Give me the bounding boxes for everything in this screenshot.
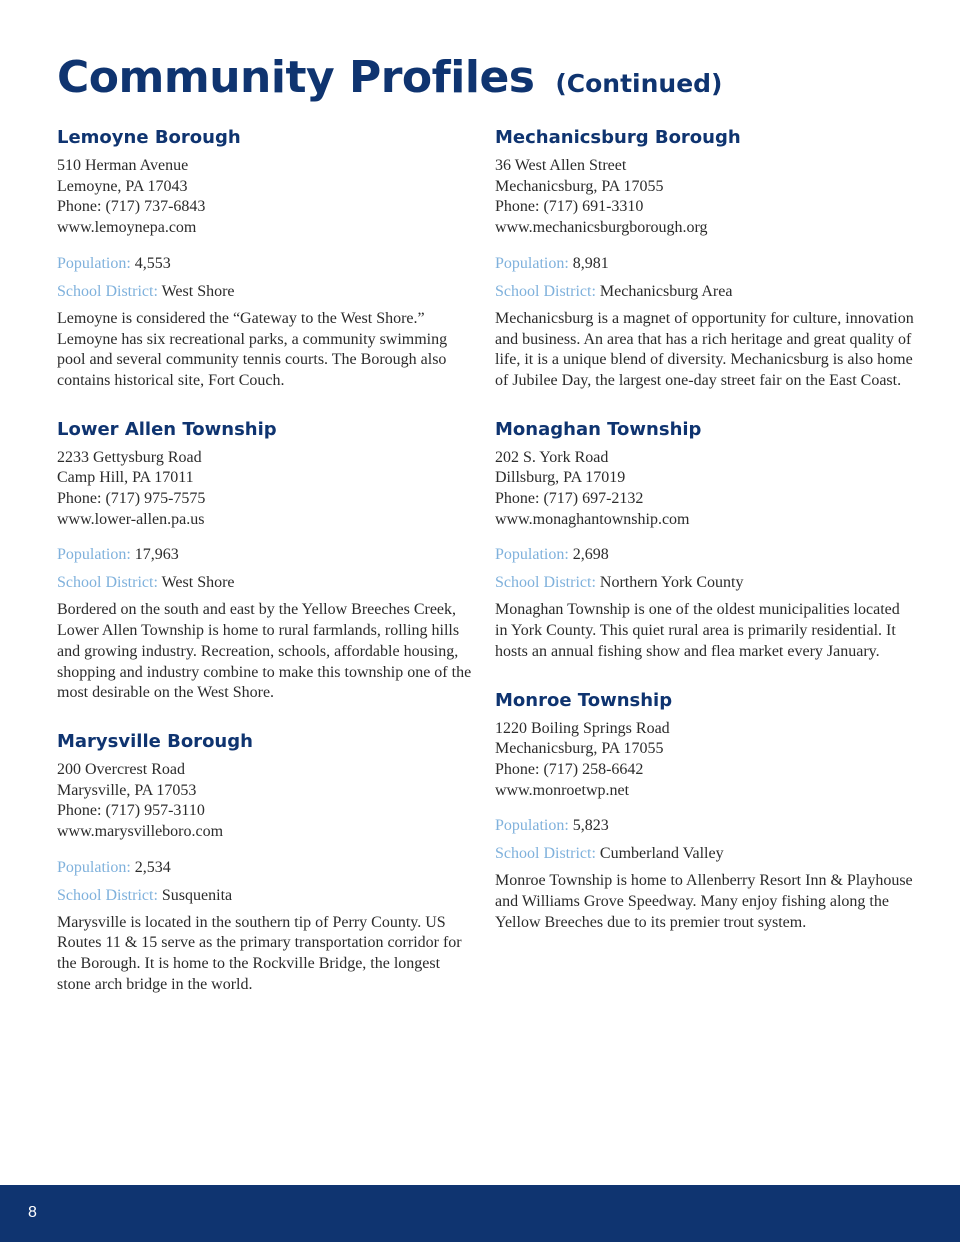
profile-description: Monaghan Township is one of the oldest municipalities located in York County. This quiet rural area is primarily residential. It hosts an annual fishing show and flea market every January. xyxy=(495,601,900,660)
school-district-value: Susquenita xyxy=(161,886,233,904)
website-link[interactable]: www.lower-allen.pa.us xyxy=(57,510,205,528)
population-value: 2,534 xyxy=(134,858,171,876)
website-link[interactable]: www.lemoynepa.com xyxy=(57,219,197,237)
school-district-value: Cumberland Valley xyxy=(599,845,724,863)
school-district-label: School District: xyxy=(495,282,596,300)
city-state-zip: Camp Hill, PA 17011 xyxy=(57,469,194,487)
population-label: Population: xyxy=(57,254,131,272)
school-district-label: School District: xyxy=(495,845,596,863)
school-district-row xyxy=(57,885,477,906)
city-state-zip: Mechanicsburg, PA 17055 xyxy=(495,740,664,758)
phone-number: Phone: (717) 737-6843 xyxy=(57,198,206,216)
left-column xyxy=(57,126,477,1022)
profile-description: Monroe Township is home to Allenberry Resort Inn & Playhouse and Williams Grove Speedway. Many enjoy fishing along the Yellow Breeches due to its premier trout system. xyxy=(495,872,913,931)
street-address: 2233 Gettysburg Road xyxy=(57,448,202,466)
school-district-value: Mechanicsburg Area xyxy=(599,282,733,300)
school-district-row xyxy=(57,281,477,302)
profile-description: Mechanicsburg is a magnet of opportunity for culture, innovation and business. An area that has a rich heritage and great quality of life, it is a unique blend of diversity. Mechanicsburg is also home of Jubilee Day, the largest one-day street fair on the East Coast. xyxy=(495,309,914,389)
page-title-subtitle: (Continued) xyxy=(555,69,723,98)
profile-name: Monroe Township xyxy=(495,689,673,711)
profile-address xyxy=(495,156,915,239)
population-row xyxy=(495,544,915,565)
website-link[interactable]: www.monaghantownship.com xyxy=(495,510,690,528)
profile-description: Marysville is located in the southern tip of Perry County. US Routes 11 & 15 serve as the primary transportation corridor for the Borough. It is home to the Rockville Bridge, the longest stone arch bridge in the world. xyxy=(57,913,462,993)
footer-bar xyxy=(0,1185,960,1242)
phone-number: Phone: (717) 258-6642 xyxy=(495,760,644,778)
page-number: 8 xyxy=(28,1204,37,1221)
profile-marysville-borough xyxy=(57,730,477,996)
school-district-row xyxy=(495,572,915,593)
profile-address xyxy=(495,719,915,802)
profile-address xyxy=(57,760,477,843)
school-district-label: School District: xyxy=(495,574,596,592)
profile-name: Lower Allen Township xyxy=(57,418,277,440)
population-label: Population: xyxy=(495,546,569,564)
profile-name: Marysville Borough xyxy=(57,730,253,752)
page-title-main: Community Profiles xyxy=(57,52,535,103)
school-district-row xyxy=(495,281,915,302)
profile-description: Lemoyne is considered the “Gateway to the West Shore.” Lemoyne has six recreational parks, a community swimming pool and several community tennis courts. The Borough also contains historical site, Fort Couch. xyxy=(57,309,448,389)
population-row xyxy=(57,544,477,565)
profile-address xyxy=(57,448,477,531)
population-row xyxy=(57,253,477,274)
school-district-value: West Shore xyxy=(161,574,235,592)
school-district-label: School District: xyxy=(57,282,158,300)
school-district-label: School District: xyxy=(57,886,158,904)
profile-name: Lemoyne Borough xyxy=(57,127,241,148)
phone-number: Phone: (717) 697-2132 xyxy=(495,490,644,508)
profile-description: Bordered on the south and east by the Yellow Breeches Creek, Lower Allen Township is home to rural farmlands, rolling hills and growing industry. Recreation, schools, affordable housing, shopping and industry combine to make this township one of the most desirable on the West Shore. xyxy=(57,601,472,702)
phone-number: Phone: (717) 975-7575 xyxy=(57,490,206,508)
phone-number: Phone: (717) 957-3110 xyxy=(57,802,205,820)
website-link[interactable]: www.monroetwp.net xyxy=(495,781,630,799)
website-link[interactable]: www.marysvilleboro.com xyxy=(57,823,224,841)
street-address: 36 West Allen Street xyxy=(495,157,627,174)
population-value: 8,981 xyxy=(572,254,609,272)
city-state-zip: Dillsburg, PA 17019 xyxy=(495,469,626,487)
profile-monroe-township xyxy=(495,689,915,934)
website-link[interactable]: www.mechanicsburgborough.org xyxy=(495,219,708,237)
profile-address xyxy=(495,448,915,531)
street-address: 510 Herman Avenue xyxy=(57,157,189,174)
population-label: Population: xyxy=(495,254,569,272)
school-district-label: School District: xyxy=(57,574,158,592)
population-label: Population: xyxy=(495,817,569,835)
population-value: 4,553 xyxy=(134,254,171,272)
profile-lower-allen-township xyxy=(57,418,477,704)
school-district-row xyxy=(495,843,915,864)
profile-monaghan-township xyxy=(495,418,915,663)
profile-lemoyne-borough xyxy=(57,126,477,392)
profile-mechanicsburg-borough xyxy=(495,126,915,392)
city-state-zip: Lemoyne, PA 17043 xyxy=(57,177,188,195)
population-row xyxy=(495,815,915,836)
population-row xyxy=(495,253,915,274)
school-district-value: West Shore xyxy=(161,282,235,300)
population-value: 17,963 xyxy=(134,546,179,564)
population-label: Population: xyxy=(57,546,131,564)
profile-name: Mechanicsburg Borough xyxy=(495,127,741,148)
street-address: 202 S. York Road xyxy=(495,448,609,466)
school-district-row xyxy=(57,572,477,593)
city-state-zip: Mechanicsburg, PA 17055 xyxy=(495,177,664,195)
city-state-zip: Marysville, PA 17053 xyxy=(57,781,197,799)
population-value: 2,698 xyxy=(572,546,609,564)
population-row xyxy=(57,857,477,878)
profile-name: Monaghan Township xyxy=(495,418,702,440)
phone-number: Phone: (717) 691-3310 xyxy=(495,198,644,216)
street-address: 1220 Boiling Springs Road xyxy=(495,719,670,737)
right-column xyxy=(495,126,915,959)
profile-address xyxy=(57,156,477,239)
school-district-value: Northern York County xyxy=(599,574,744,592)
population-value: 5,823 xyxy=(572,817,609,835)
page-title xyxy=(57,50,722,112)
street-address: 200 Overcrest Road xyxy=(57,760,185,778)
population-label: Population: xyxy=(57,858,131,876)
